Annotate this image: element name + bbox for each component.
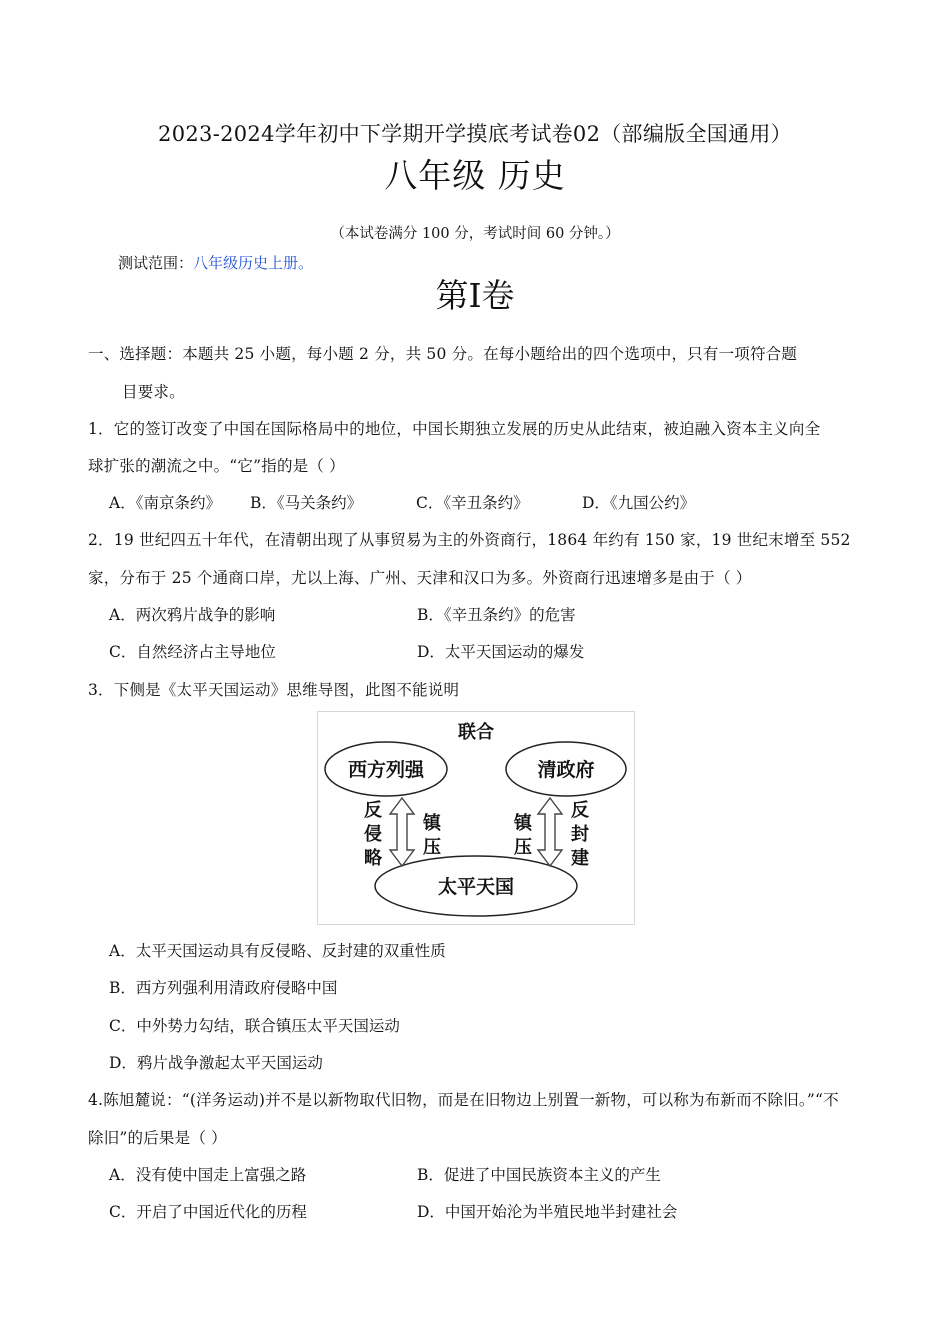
label-taiping: 太平天国 [437, 876, 515, 898]
label-western-powers: 西方列强 [347, 759, 425, 781]
question-4-text-cont: 除旧”的后果是（ ） [88, 1129, 227, 1147]
q1-option-d[interactable]: D．《九国公约》 [582, 494, 696, 512]
mind-map-char: 反 [364, 800, 382, 821]
mind-map-char: 镇 [514, 813, 532, 834]
question-2-text: 2．19 世纪四五十年代，在清朝出现了从事贸易为主的外资商行，1864 年约有 150 家，19 世纪末增至 552 [88, 531, 851, 549]
q4-option-b[interactable]: B．促进了中国民族资本主义的产生 [417, 1166, 661, 1184]
question-2-text-cont: 家，分布于 25 个通商口岸，尤以上海、广州、天津和汉口为多。外资商行迅速增多是由于（ ） [88, 569, 752, 587]
q2-option-b[interactable]: B．《辛丑条约》的危害 [417, 606, 576, 624]
label-anti-feudal [571, 800, 589, 869]
volume-heading: 第Ⅰ卷 [435, 276, 515, 315]
q3-option-b[interactable]: B．西方列强利用清政府侵略中国 [109, 979, 338, 997]
section-instruction: 一、选择题：本题共 25 小题，每小题 2 分，共 50 分。在每小题给出的四个选项中，只有一项符合题 [88, 345, 798, 363]
taiping-mind-map [317, 711, 635, 925]
q2-option-a[interactable]: A．两次鸦片战争的影响 [109, 606, 276, 624]
q3-option-d[interactable]: D．鸦片战争激起太平天国运动 [109, 1054, 323, 1072]
mind-map-char: 建 [571, 848, 589, 869]
q4-option-a[interactable]: A．没有使中国走上富强之路 [109, 1166, 307, 1184]
mind-map-char: 封 [571, 824, 589, 845]
q2-option-c[interactable]: C．自然经济占主导地位 [109, 643, 276, 661]
q4-option-c[interactable]: C．开启了中国近代化的历程 [109, 1203, 307, 1221]
q3-option-a[interactable]: A．太平天国运动具有反侵略、反封建的双重性质 [109, 942, 446, 960]
label-anti-aggression [364, 800, 383, 869]
mind-map-char: 镇 [423, 813, 441, 834]
section-instruction-cont: 目要求。 [122, 383, 185, 401]
scope-value: 八年级历史上册。 [193, 254, 314, 272]
question-1-text-cont: 球扩张的潮流之中。“它”指的是（ ） [88, 457, 345, 475]
label-qing-government: 清政府 [537, 759, 595, 781]
mind-map-svg [318, 712, 634, 924]
q4-option-d[interactable]: D．中国开始沦为半殖民地半封建社会 [417, 1203, 678, 1221]
mind-map-char: 反 [571, 800, 589, 821]
q1-option-a[interactable]: A．《南京条约》 [109, 494, 221, 512]
question-3-text: 3．下侧是《太平天国运动》思维导图，此图不能说明 [88, 681, 460, 699]
mind-map-char: 压 [514, 837, 532, 858]
q1-option-b[interactable]: B．《马关条约》 [250, 494, 363, 512]
q3-option-c[interactable]: C．中外势力勾结，联合镇压太平天国运动 [109, 1017, 400, 1035]
right-double-arrow [538, 798, 562, 866]
exam-subtitle: 八年级 历史 [384, 156, 566, 195]
question-1-text: 1．它的签订改变了中国在国际格局中的地位，中国长期独立发展的历史从此结束，被迫融入资本主义向全 [88, 420, 821, 438]
exam-note: （本试卷满分 100 分，考试时间 60 分钟。） [330, 226, 620, 242]
q1-option-c[interactable]: C．《辛丑条约》 [416, 494, 529, 512]
mind-map-char: 侵 [364, 824, 382, 845]
label-suppression-right [514, 812, 533, 858]
left-double-arrow [390, 798, 414, 866]
scope-label: 测试范围： [118, 254, 194, 272]
mind-map-char: 略 [364, 848, 382, 869]
label-suppression-left [423, 812, 442, 858]
label-alliance: 联合 [458, 722, 494, 743]
mind-map-char: 压 [423, 837, 441, 858]
exam-title: 2023-2024学年初中下学期开学摸底考试卷02（部编版全国通用） [158, 122, 792, 146]
q2-option-d[interactable]: D．太平天国运动的爆发 [417, 643, 585, 661]
question-4-text: 4.陈旭麓说：“(洋务运动)并不是以新物取代旧物，而是在旧物边上别置一新物，可以称为布新而不除旧。”“不 [88, 1091, 839, 1109]
